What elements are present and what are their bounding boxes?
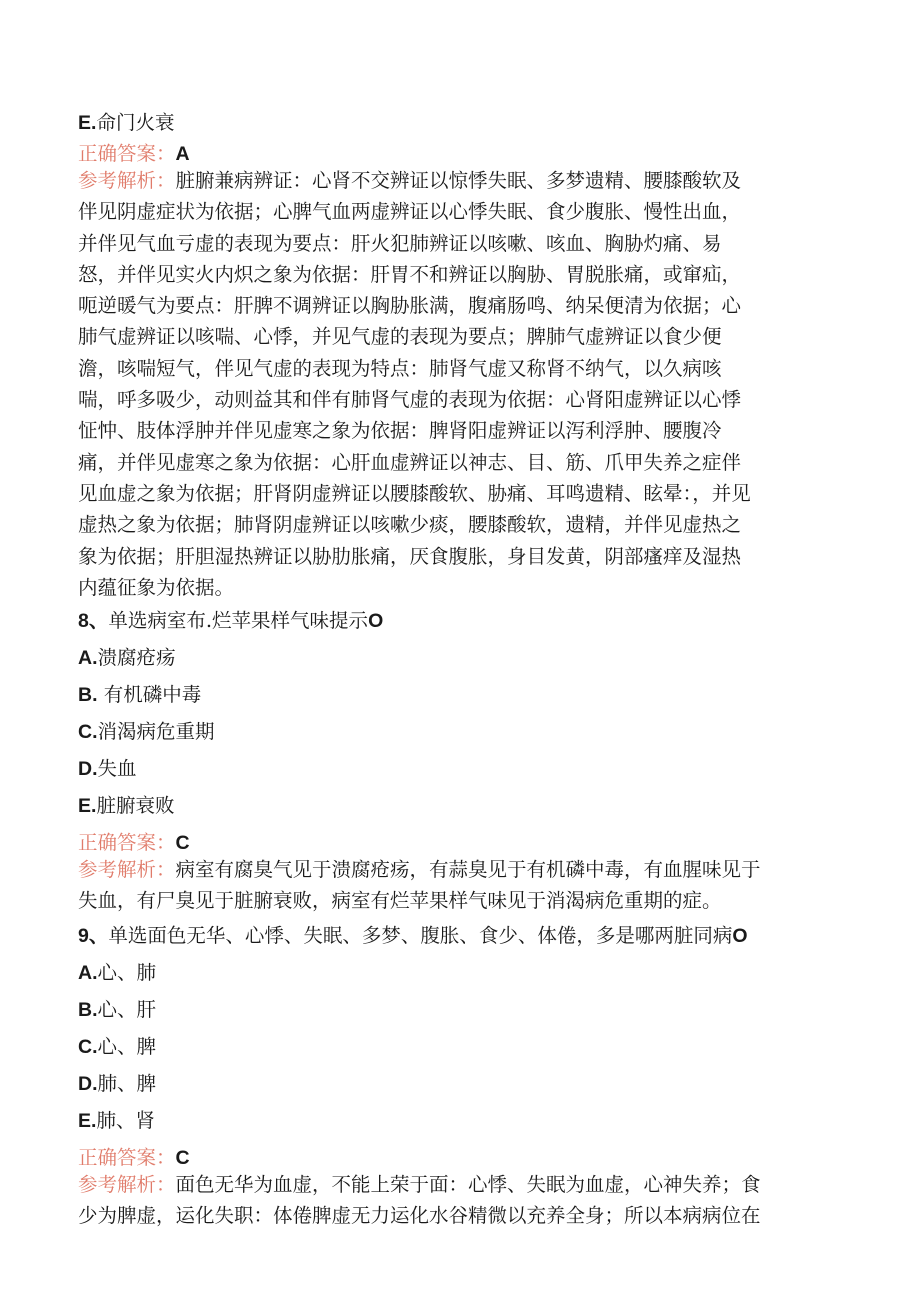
document-page: [78, 108, 838, 1231]
option-text: 有机磷中毒: [97, 683, 202, 707]
option-text: 心、脾: [97, 1034, 157, 1058]
explanation-line: 怔忡、肢体浮肿并伴见虚寒之象为依据：脾肾阳虚辨证以泻利浮肿、腰腹冷: [78, 419, 722, 443]
question-8: [78, 606, 838, 636]
explanation-line: 伴见阴虚症状为依据；心脾气血两虚辨证以心悸失眠、食少腹胀、慢性出血，: [78, 200, 742, 224]
answer-label: 正确答案：: [78, 831, 176, 855]
option-key: C.: [78, 1035, 98, 1058]
option-key: E.: [78, 1109, 97, 1132]
question-text: 单选病室布.烂苹果样气味提示: [108, 609, 369, 633]
option-b: [78, 680, 838, 710]
option-d: [78, 754, 838, 784]
option-key: E.: [78, 795, 97, 818]
answer-value: C: [175, 832, 190, 855]
explanation-label: 参考解析：: [78, 858, 176, 882]
option-text: 肺、肾: [96, 1108, 155, 1132]
option-text: 心、肝: [97, 997, 157, 1021]
explanation-line: 痛，并伴见虚寒之象为依据：心肝血虚辨证以神志、目、筋、爪甲失养之症伴: [78, 450, 742, 474]
option-a: [78, 958, 838, 988]
answer-label: 正确答案：: [78, 1145, 176, 1169]
option-key: B.: [78, 684, 98, 707]
option-a: [78, 643, 838, 673]
option-key: D.: [78, 1072, 98, 1095]
explanation-line: 并伴见气血亏虚的表现为要点：肝火犯肺辨证以咳嗽、咳血、胸胁灼痛、易: [78, 231, 722, 255]
explanation: [78, 854, 838, 917]
option-key: D.: [78, 758, 98, 781]
option-e: [78, 108, 838, 138]
question-text: 单选面色无华、心悸、失眠、多梦、腹胀、食少、体倦，多是哪两脏同病: [108, 923, 733, 947]
explanation-line: 失血，有尸臭见于脏腑衰败，病室有烂苹果样气味见于消渴病危重期的症。: [78, 889, 722, 913]
explanation-line: 内蕴征象为依据。: [78, 575, 235, 599]
explanation-line: 肺气虚辨证以咳喘、心悸，并见气虚的表现为要点；脾肺气虚辨证以食少便: [78, 325, 722, 349]
answer-value: C: [175, 1146, 190, 1169]
answer-label: 正确答案：: [78, 142, 176, 165]
explanation-line: 少为脾虚，运化失职：体倦脾虚无力运化水谷精微以充养全身；所以本病病位在: [78, 1204, 761, 1228]
option-text: 脏腑衰败: [96, 794, 175, 818]
option-c: [78, 1032, 838, 1062]
option-text: 肺、脾: [97, 1071, 157, 1095]
explanation-line: 参考解析：脏腑兼病辨证：心肾不交辨证以惊悸失眠、多梦遗精、腰膝酸软及: [78, 169, 742, 192]
option-key: A.: [78, 647, 98, 670]
explanation-line: 象为依据；肝胆湿热辨证以胁肋胀痛，厌食腹胀，身目发黄，阴部瘙痒及湿热: [78, 544, 742, 568]
explanation-label: 参考解析：: [78, 1172, 176, 1196]
question-number: 9、: [78, 924, 109, 947]
explanation-line: 呃逆暖气为要点：肝脾不调辨证以胸胁胀满，腹痛肠鸣、纳呆便清为依据；心: [78, 294, 742, 318]
option-key: E.: [78, 112, 97, 134]
explanation: [78, 165, 838, 603]
explanation-line: 参考解析：病室有腐臭气见于溃腐疮疡，有蒜臭见于有机磷中毒，有血腥味见于: [78, 858, 761, 882]
explanation-line: 参考解析：面色无华为血虚，不能上荣于面：心悸、失眠为血虚，心神失养；食: [78, 1172, 761, 1196]
answer-value: A: [175, 143, 190, 165]
option-c: [78, 717, 838, 747]
question-tail: O: [368, 610, 384, 633]
explanation-line: 虚热之象为依据；肺肾阴虚辨证以咳嗽少痰，腰膝酸软，遗精，并伴见虚热之: [78, 513, 742, 537]
option-text: 消渴病危重期: [97, 720, 215, 744]
question-tail: O: [732, 924, 748, 947]
explanation-line: 喘，呼多吸少，动则益其和伴有肺肾气虚的表现为依据：心肾阳虚辨证以心悸: [78, 388, 742, 412]
question-9: [78, 921, 838, 951]
explanation-line: 见血虚之象为依据；肝肾阴虚辨证以腰膝酸软、胁痛、耳鸣遗精、眩晕：，并见: [78, 481, 751, 505]
option-text: 失血: [97, 757, 137, 781]
option-key: B.: [78, 998, 98, 1021]
question-number: 8、: [78, 610, 109, 633]
explanation-line: 怒，并伴见实火内炽之象为依据：肝胃不和辨证以胸胁、胃脱胀痛，或窜疝，: [78, 262, 742, 286]
option-key: C.: [78, 721, 98, 744]
explanation-label: 参考解析：: [78, 169, 176, 192]
option-b: [78, 995, 838, 1025]
option-text: 心、肺: [97, 960, 157, 984]
option-text: 溃腐疮疡: [97, 646, 176, 670]
option-text: 命门火衰: [96, 111, 175, 134]
option-d: [78, 1069, 838, 1099]
explanation-line: 澹，咳喘短气，伴见气虚的表现为特点：肺肾气虚又称肾不纳气，以久病咳: [78, 356, 722, 380]
explanation: [78, 1169, 838, 1232]
option-e: [78, 1106, 838, 1136]
option-e: [78, 791, 838, 821]
option-key: A.: [78, 961, 98, 984]
